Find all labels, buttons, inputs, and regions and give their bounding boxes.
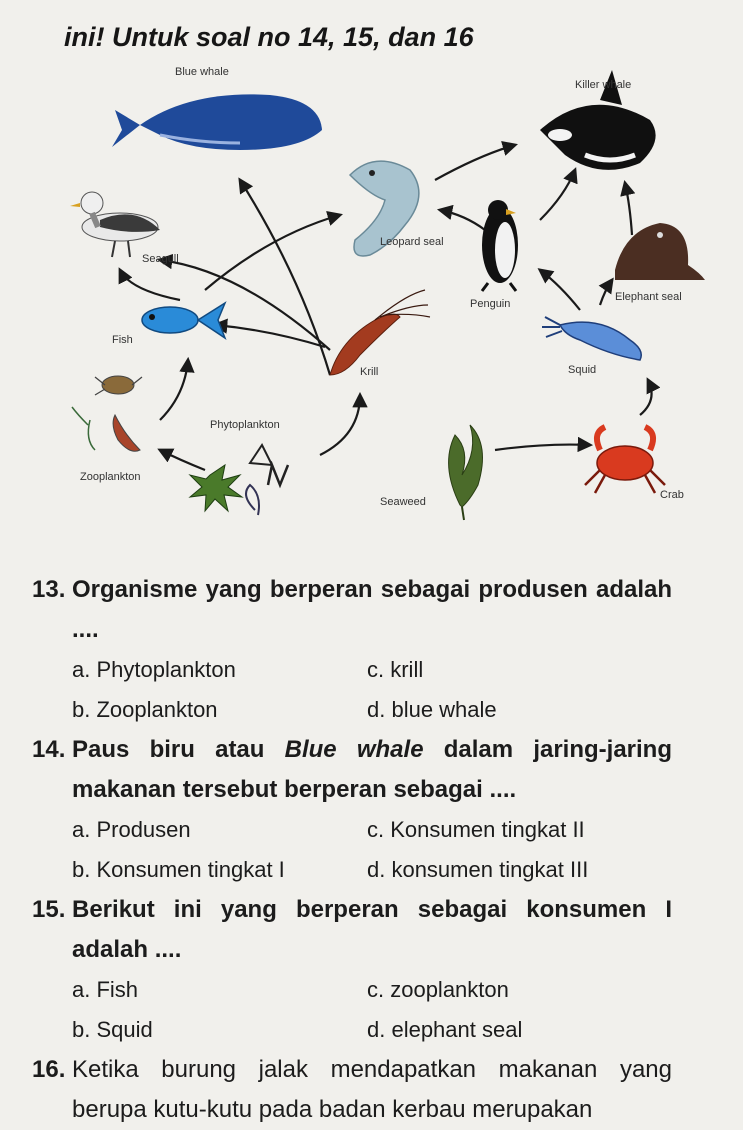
arrow-fish-seagull xyxy=(120,270,180,300)
label-zooplankton: Zooplankton xyxy=(80,471,141,483)
option-d[interactable]: d. elephant seal xyxy=(367,1017,523,1042)
label-seaweed: Seaweed xyxy=(380,496,426,508)
option-d[interactable]: d. blue whale xyxy=(367,697,497,722)
stem-italic-term: Blue whale xyxy=(284,736,424,763)
arrow-leopardseal-killerwhale xyxy=(435,145,515,180)
zooplankton-icon xyxy=(72,376,142,451)
arrow-phyto-krill xyxy=(320,395,360,455)
option-a[interactable]: a. Phytoplankton xyxy=(72,657,236,682)
penguin-icon xyxy=(482,200,518,291)
question-stem xyxy=(32,730,672,810)
question-14 xyxy=(32,730,672,810)
fish-icon xyxy=(142,303,225,338)
question-13 xyxy=(32,570,672,650)
option-a[interactable]: a. Produsen xyxy=(72,817,191,842)
label-penguin: Penguin xyxy=(470,298,511,310)
arrow-elephantseal-killerwhale xyxy=(625,183,632,235)
phytoplankton-icon xyxy=(190,445,288,515)
worksheet-header: ini! Untuk soal no 14, 15, dan 16 xyxy=(64,22,474,52)
arrow-krill-fish xyxy=(215,325,325,347)
arrow-krill-bluewhale xyxy=(240,180,330,375)
blue-whale-icon xyxy=(112,94,322,150)
option-b[interactable]: b. Squid xyxy=(72,1017,153,1042)
label-phytoplankton: Phytoplankton xyxy=(210,419,280,431)
stem-part: dalam jaring-jaring makanan tersebut berperan sebagai .... xyxy=(72,736,672,803)
option-c[interactable]: c. zooplankton xyxy=(367,977,509,1002)
option-c[interactable]: c. Konsumen tingkat II xyxy=(367,817,585,842)
question-13-options xyxy=(72,650,672,730)
arrow-crab-squid xyxy=(640,380,652,415)
question-stem: Organisme yang berperan sebagai produsen adalah .... xyxy=(72,576,672,643)
label-crab: Crab xyxy=(660,489,684,501)
question-16 xyxy=(32,1050,672,1130)
stem-part: Paus biru atau xyxy=(72,736,265,763)
arrow-squid-elephantseal xyxy=(600,280,612,305)
label-seagull: Seagull xyxy=(142,253,179,265)
arrow-penguin-leopardseal xyxy=(440,210,485,230)
option-d[interactable]: d. konsumen tingkat III xyxy=(367,857,589,882)
question-stem: Ketika burung jalak mendapatkan makanan yang berupa kutu-kutu pada badan kerbau merupakan xyxy=(72,1056,672,1123)
question-list xyxy=(0,570,743,1130)
arrow-seaweed-crab xyxy=(495,445,590,450)
question-15 xyxy=(32,890,672,970)
elephant-seal-icon xyxy=(615,223,705,280)
label-leopard-seal: Leopard seal xyxy=(380,236,444,248)
arrow-penguin-killerwhale xyxy=(540,170,575,220)
question-15-options xyxy=(72,970,672,1050)
option-c[interactable]: c. krill xyxy=(367,657,424,682)
label-fish: Fish xyxy=(112,334,133,346)
food-web-diagram xyxy=(0,55,743,545)
question-number: 15. xyxy=(32,896,66,923)
arrow-phyto-zoo xyxy=(160,450,205,470)
option-a[interactable]: a. Fish xyxy=(72,977,139,1002)
option-b[interactable]: b. Zooplankton xyxy=(72,697,218,722)
seagull-icon xyxy=(70,192,160,257)
label-blue-whale: Blue whale xyxy=(175,66,229,78)
question-number: 13. xyxy=(32,576,66,603)
krill-icon xyxy=(330,290,430,375)
label-squid: Squid xyxy=(568,364,597,376)
question-number: 16. xyxy=(32,1056,66,1083)
squid-icon xyxy=(542,317,641,360)
arrow-squid-penguin xyxy=(540,270,580,310)
label-krill: Krill xyxy=(360,366,379,378)
question-stem: Berikut ini yang berperan sebagai konsumen I adalah .... xyxy=(72,896,672,963)
label-elephant-seal: Elephant seal xyxy=(615,291,682,303)
crab-icon xyxy=(585,427,665,493)
question-number: 14. xyxy=(32,736,66,763)
label-killer-whale: Killer whale xyxy=(575,79,632,91)
option-b[interactable]: b. Konsumen tingkat I xyxy=(72,857,285,882)
seaweed-icon xyxy=(449,425,483,520)
question-14-options xyxy=(72,810,672,890)
arrow-zoo-fish xyxy=(160,360,188,420)
